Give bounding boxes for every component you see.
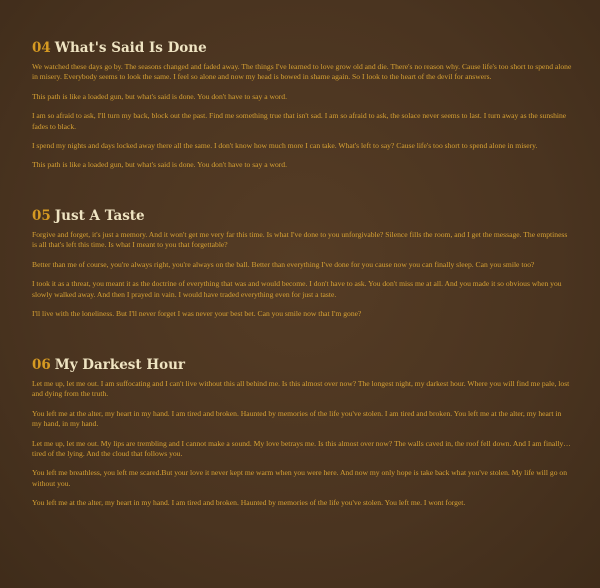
song-title	[32, 208, 572, 224]
track-number: 05	[32, 208, 51, 224]
lyric-verse: I'll live with the loneliness. But I'll never forget I was never your best bet. Can you smile now that I'm gone?	[32, 309, 362, 319]
lyric-verse: This path is like a loaded gun, but what's said is done. You don't have to say a word.	[32, 91, 287, 101]
song-whats-said-is-done	[32, 40, 572, 180]
song-just-a-taste	[32, 208, 572, 328]
lyric-verse: I am so afraid to ask, I'll turn my back, block out the past. Find me something true that isn't sad. I am so afraid to ask, the solace never seems to last. I turn away as the sunshine fades to black.	[32, 111, 567, 131]
track-number: 04	[32, 40, 51, 56]
song-title	[32, 40, 572, 56]
lyric-verse: You left me at the alter, my heart in my hand. I am tired and broken. Haunted by memories of the life you've stolen. You left me. I wont forget.	[32, 498, 466, 508]
track-title: My Darkest Hour	[54, 357, 186, 373]
lyric-verse: You left me breathless, you left me scared.But your love it never kept me warm when you were here. And now my only hope is take back what you've stolen. My life will go on without you.	[32, 468, 567, 488]
song-my-darkest-hour	[32, 357, 572, 518]
lyric-verse: Let me up, let me out. I am suffocating and I can't live without this all behind me. Is this almost over now? The longest night, my darkest hour. Where you will find me pale, lost and dying from the truth.	[32, 379, 570, 399]
track-number: 06	[32, 357, 51, 373]
lyric-verse: This path is like a loaded gun, but what's said is done. You don't have to say a word.	[32, 160, 287, 170]
track-title: Just A Taste	[54, 208, 145, 224]
lyric-verse: I took it as a threat, you meant it as the doctrine of everything that was and would become. I don't have to ask. You don't miss me at all. And you made it so obvious when you slowly walked away. And then I prayed in vain. I would have traded everything even for just a taste.	[32, 279, 562, 299]
lyric-verse: Let me up, let me out. My lips are trembling and I cannot make a sound. My love betrays me. Is this almost over now? The walls caved in, the roof fell down. And I am finally… tired of the lying. And the cloud that follows you.	[32, 438, 571, 459]
lyric-verse: I spend my nights and days locked away there all the same. I don't know how much more I can take. What's left to say? Cause life's too short to spend alone in misery.	[32, 141, 538, 151]
lyric-verse: Better than me of course, you're always right, you're always on the ball. Better than everything I've done for you cause now you can finally sleep. Can you smile too?	[32, 259, 535, 269]
song-title	[32, 357, 572, 373]
track-title: What's Said Is Done	[54, 40, 207, 56]
lyric-verse: Forgive and forget, it's just a memory. And it won't get me very far this time. Is what I've done to you unforgivable? Silence fills the room, and I get the message. The emptiness is all that's left this time. Is what I meant to you that forgettable?	[32, 230, 568, 250]
lyric-verse: You left me at the alter, my heart in my hand. I am tired and broken. Haunted by memories of the life you've stolen. I am tired and broken. You left me at the alter, my heart in my hand, in my hand.	[32, 408, 562, 429]
lyric-verse: We watched these days go by. The seasons changed and faded away. The things I've learned to love grow old and die. There's no reason why. Cause life's too short to spend alone in misery. Everybody seems to look the same. I feel so alone and now my head is bowed in shame again. So I look to the heart of the devil for answers.	[32, 62, 572, 82]
